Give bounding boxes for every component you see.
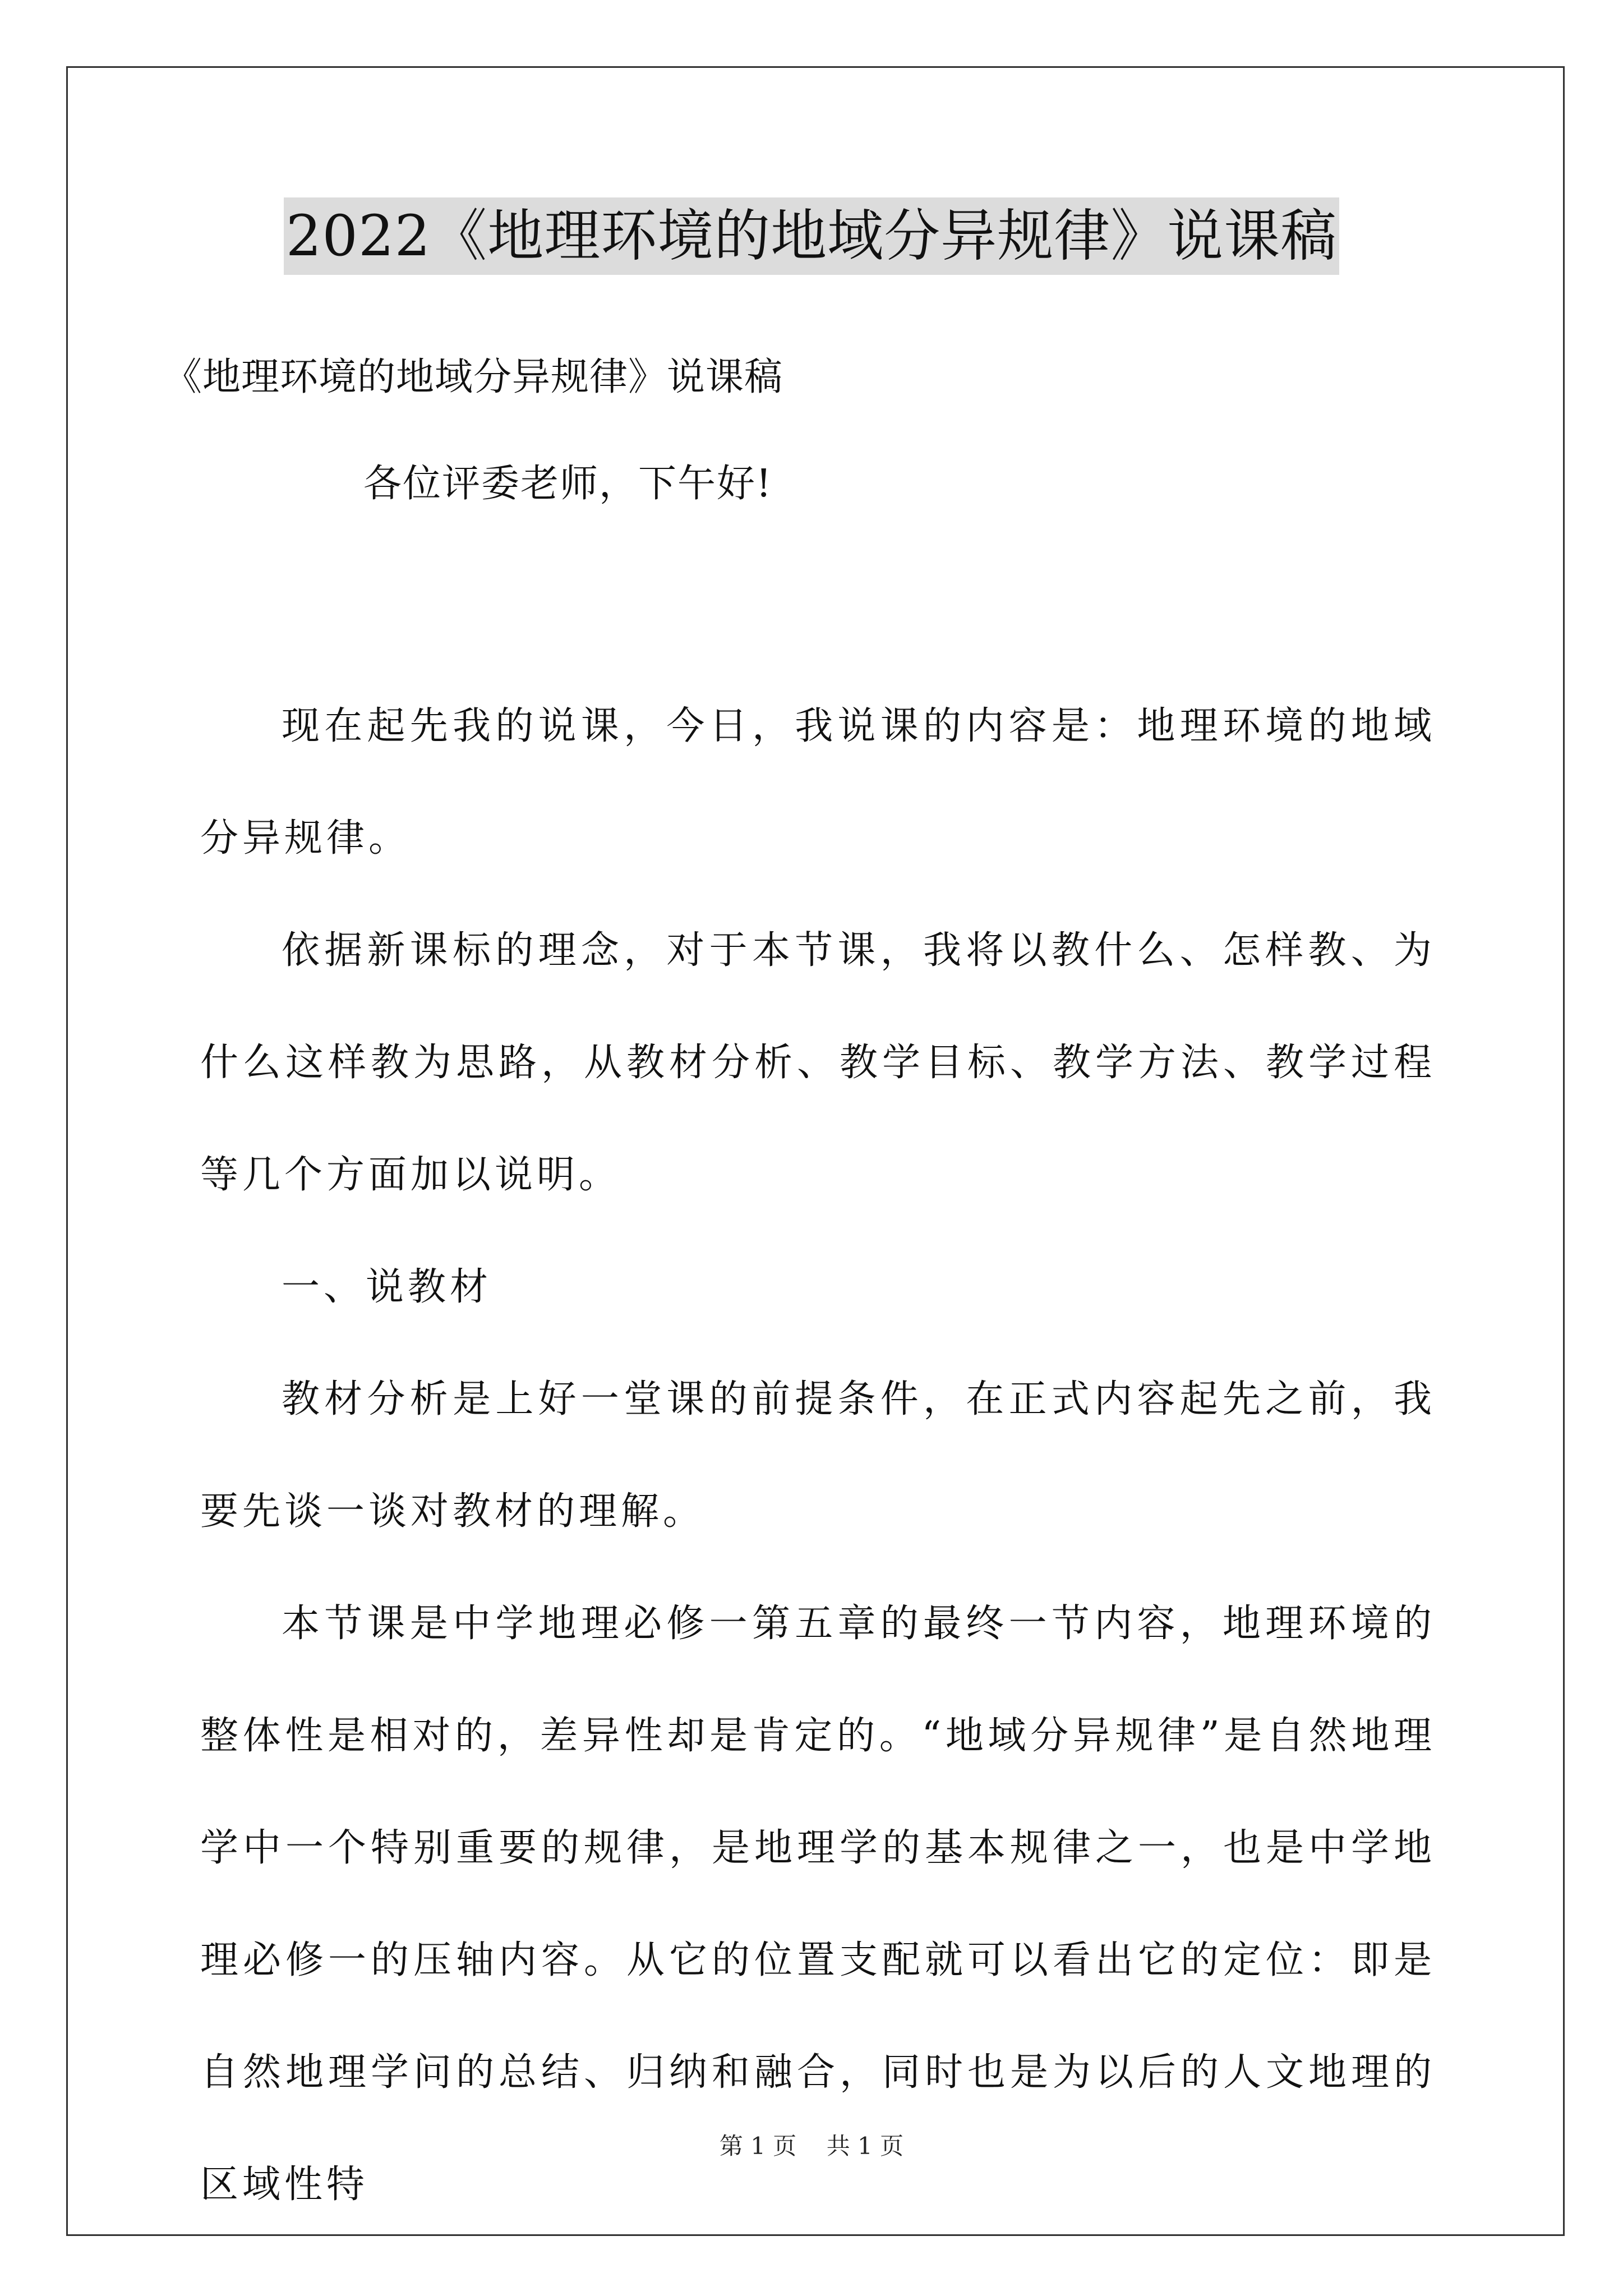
page-footer [0,2131,1623,2162]
paragraph: 教材分析是上好一堂课的前提条件，在正式内容起先之前，我要先谈一谈对教材的理解。 [200,1377,1436,1534]
paragraph: 依据新课标的理念，对于本节课，我将以教什么、怎样教、为什么这样教为思路，从教材分析、教学目标、教学方法、教学过程等几个方面加以说明。 [200,928,1436,1197]
document-subtitle: 《地理环境的地域分异规律》说课稿 [164,355,783,399]
paragraph: 现在起先我的说课，今日，我说课的内容是：地理环境的地域分异规律。 [200,704,1436,861]
document-body [200,670,1436,2241]
paragraph: 本节课是中学地理必修一第五章的最终一节内容，地理环境的整体性是相对的，差异性却是肯定的。“地域分异规律”是自然地理学中一个特别重要的规律，是地理学的基本规律之一，也是中学地理必修一的压轴内容。从它的位置支配就可以看出它的定位：即是自然地理学问的总结、归纳和融合，同时也是为以后的人文地理的区域性特 [200,1602,1436,2207]
page-number-label: 第 1 页 共 1 页 [719,2132,904,2160]
title-container [0,197,1623,275]
section-heading: 一、说教材 [282,1265,492,1309]
greeting-line: 各位评委老师，下午好! [363,462,773,506]
document-title: 2022《地理环境的地域分异规律》说课稿 [284,197,1340,275]
